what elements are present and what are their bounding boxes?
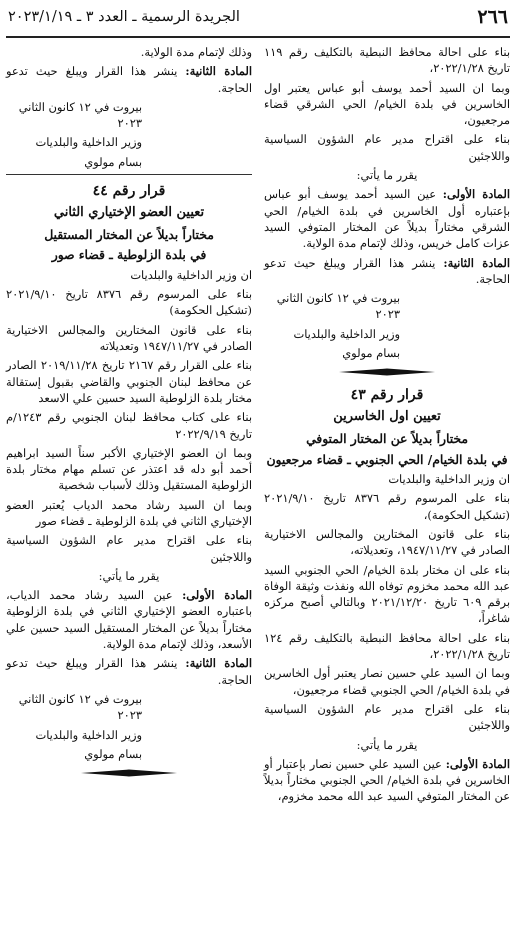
article-text: ينشر هذا القرار ويبلغ حيث تدعو الحاجة. — [264, 255, 510, 286]
paragraph: وبما ان السيد رشاد محمد الدياب يُعتبر العضو الإختياري الثاني في بلدة الزلوطية ـ قضاء صور — [6, 497, 252, 528]
divider-ornament — [339, 367, 435, 377]
minister-title: وزير الداخلية والبلديات — [35, 135, 142, 150]
decree-title: تعيين اول الخاسرين — [333, 409, 441, 425]
header-title: الجريدة الرسمية ـ العدد ٣ ـ ٢٠٢٣/١/١٩ — [8, 9, 240, 25]
paragraph: بناء على القرار رقم ٢١٦٧ تاريخ ٢٠١٩/١١/٢٨ الصادر عن محافظ لبنان الجنوبي والقاضي بقبول إستقالة مختار بلدة الزلوطية السيد حسين علي الاسعد — [6, 358, 253, 405]
paragraph: وذلك لإتمام مدة الولاية. — [140, 45, 252, 59]
signer-name: بسام مولوي — [84, 154, 142, 169]
paragraph: ان وزير الداخلية والبلديات — [388, 472, 510, 487]
article-label: المادة الأولى: — [442, 187, 510, 202]
paragraph: بناء على اقتراح مدير عام الشؤون السياسية واللاجئين — [6, 533, 252, 564]
paragraph: بناء على اقتراح مدير عام الشؤون السياسية واللاجئين — [264, 132, 510, 163]
article-label: المادة الثانية: — [185, 656, 252, 671]
article-label: المادة الثانية: — [443, 255, 510, 270]
article-one — [264, 186, 510, 251]
article-one — [6, 587, 252, 652]
paragraph: وبما ان السيد أحمد يوسف أبو عباس يعتبر اول الخاسرين في بلدة الخيام/ الحي الشرقي قضاء مرجعيون، — [264, 80, 510, 128]
decree-number: قرار رقم ٤٣ — [350, 387, 424, 404]
paragraph: وبما ان العضو الإختياري الأكبر سناً السيد ابراهيم أحمد أبو دله قد اعتذر عن تسلم مهام مختار بلدة الزلوطية المستقيل وذلك لأسباب شخصية — [6, 445, 252, 493]
date-line: بيروت في ١٢ كانون الثاني ٢٠٢٣ — [18, 691, 142, 723]
article-text: عين السيد علي حسين نصار بإعتبار أو الخاسرين في بلدة الخيام/ الحي الجنوبي مختاراً بديلاً عن المختار المتوفي السيد عبد الله محمد مخزوم، — [264, 756, 510, 804]
signer-name: بسام مولوي — [84, 746, 142, 761]
decree-subtitle: في بلدة الخيام/ الحي الجنوبي ـ قضاء مرجعيون — [266, 451, 508, 467]
decree-subtitle: مختاراً بديلاً عن المختار المتوفي — [306, 430, 468, 446]
paragraph: بناء على احالة محافظ النبطية بالتكليف رقم ١٢٤ تاريخ ٢٠٢٢/١/٢٨، — [264, 630, 510, 662]
paragraph: ان وزير الداخلية والبلديات — [130, 267, 252, 282]
minister-title: وزير الداخلية والبلديات — [35, 727, 142, 742]
article-label: المادة الثانية: — [185, 64, 252, 79]
article-label: المادة الأولى: — [445, 756, 511, 771]
divider-ornament — [81, 768, 177, 778]
article-text: ينشر هذا القرار ويبلغ حيث تدعو الحاجة. — [6, 64, 252, 95]
paragraph: بناء على قانون المختارين والمجالس الاختيارية الصادر في ١٩٤٧/١١/٢٧ وتعديلاته — [6, 322, 252, 354]
article-text: عين السيد رشاد محمد الدياب، باعتباره العضو الإختياري الثاني في بلدة الزلوطية مختاراً بديلاً عن المختار المستقيل السيد حسين علي الأسعد، وذلك لإتمام مدة الولاية. — [6, 588, 252, 652]
paragraph: بناء على قانون المختارين والمجالس الاختيارية الصادر في ١٩٤٧/١١/٢٧، وتعديلاته، — [264, 526, 510, 558]
decree-title: تعيين العضو الإختياري الثاني — [53, 205, 205, 221]
article-two — [264, 255, 510, 288]
divider-line — [6, 174, 252, 175]
paragraph: بناء على كتاب محافظ لبنان الجنوبي رقم ١٢٤٣/م تاريخ ٢٠٢٢/٩/١٩ — [6, 410, 252, 441]
article-text: ينشر هذا القرار ويبلغ حيث تدعو الحاجة. — [6, 656, 252, 687]
paragraph: بناء على المرسوم رقم ٨٣٧٦ تاريخ ٢٠٢١/٩/١٠ (تشكيل الحكومة)، — [264, 491, 510, 522]
minister-title: وزير الداخلية والبلديات — [293, 326, 400, 341]
page-number: ٢٦٦ — [477, 6, 508, 28]
paragraph: وبما ان السيد علي حسين نصار يعتبر أول الخاسرين في بلدة الخيام/ الحي الجنوبي قضاء مرجعيون، — [264, 666, 510, 697]
signer-name: بسام مولوي — [342, 346, 400, 361]
article-two — [6, 63, 252, 96]
right-column — [264, 44, 510, 808]
date-line: بيروت في ١٢ كانون الثاني ٢٠٢٣ — [18, 99, 142, 131]
paragraph: بناء على ان مختار بلدة الخيام/ الحي الجنوبي السيد عبد الله محمد مخزوم توفاه الله ونفذت وثيقة الوفاة برقم ٦٠٩ تاريخ ٢٠٢١/١٢/٢٠ وبالتالي أصبح مركزه شاغراً، — [264, 562, 510, 626]
article-one — [264, 756, 510, 805]
decree-number: قرار رقم ٤٤ — [92, 183, 166, 200]
page-header — [6, 6, 510, 38]
decides-heading: يقرر ما يأتي: — [98, 568, 160, 583]
paragraph: بناء على المرسوم رقم ٨٣٧٦ تاريخ ٢٠٢١/٩/١٠ (تشكيل الحكومة) — [6, 287, 252, 318]
paragraph: بناء على اقتراح مدير عام الشؤون السياسية واللاجئين — [264, 701, 510, 733]
decides-heading: يقرر ما يأتي: — [356, 737, 418, 752]
decree-subtitle: في بلدة الزلوطية ـ قضاء صور — [51, 247, 207, 263]
left-column — [6, 44, 252, 786]
article-text: عين السيد أحمد يوسف أبو عباس بإعتباره أول الخاسرين في بلدة الخيام/ الحي الشرقي مختاراً بديلاً عن المختار المتوفي السيد عزات كامل خريس، وذلك لإتمام مدة الولاية. — [264, 187, 510, 251]
decides-heading: يقرر ما يأتي: — [356, 168, 418, 183]
paragraph: بناء على احالة محافظ النبطية بالتكليف رقم ١١٩ تاريخ ٢٠٢٢/١/٢٨، — [264, 45, 510, 76]
article-label: المادة الأولى: — [182, 588, 253, 603]
decree-subtitle: مختاراً بديلاً عن المختار المستقيل — [44, 226, 214, 242]
date-line: بيروت في ١٢ كانون الثاني ٢٠٢٣ — [276, 291, 400, 322]
article-two — [6, 655, 252, 688]
